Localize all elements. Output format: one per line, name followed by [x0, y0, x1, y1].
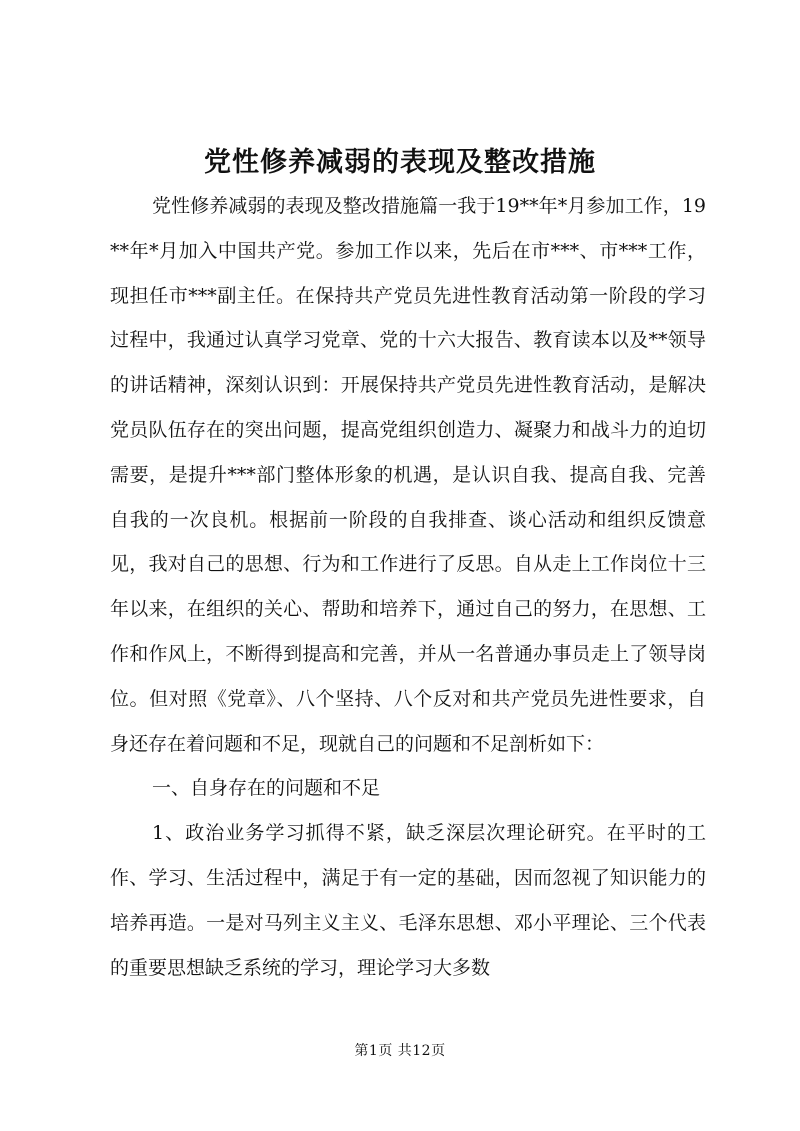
page-footer: 第1页 共12页 [354, 1043, 446, 1059]
paragraph-point-1: 1、政治业务学习抓得不紧，缺乏深层次理论研究。在平时的工作、学习、生活过程中，满足于有一定的基础，因而忽视了知识能力的培养再造。一是对马列主义主义、毛泽东思想、邓小平理论、三个代表的重要思想缺乏系统的学习，理论学习大多数 [110, 822, 706, 979]
document-body [110, 184, 706, 990]
paragraph-intro: 党性修养减弱的表现及整改措施篇一我于19**年*月参加工作，19**年*月加入中国共产党。参加工作以来，先后在市***、市***工作，现担任市***副主任。在保持共产党员先进性教育活动第一阶段的学习过程中，我通过认真学习党章、党的十六大报告、教育读本以及**领导的讲话精神，深刻认识到：开展保持共产党员先进性教育活动，是解决党员队伍存在的突出问题，提高党组织创造力、凝聚力和战斗力的迫切需要，是提升***部门整体形象的机遇，是认识自我、提高自我、完善自我的一次良机。根据前一阶段的自我排查、谈心活动和组织反馈意见，我对自己的思想、行为和工作进行了反思。自从走上工作岗位十三年以来，在组织的关心、帮助和培养下，通过自己的努力，在思想、工作和作风上，不断得到提高和完善，并从一名普通办事员走上了领导岗位。但对照《党章》、八个坚持、八个反对和共产党员先进性要求，自身还存在着问题和不足，现就自己的问题和不足剖析如下： [110, 195, 706, 755]
document-title: 党性修养减弱的表现及整改措施 [204, 147, 596, 178]
section-heading: 一、自身存在的问题和不足 [152, 777, 381, 800]
